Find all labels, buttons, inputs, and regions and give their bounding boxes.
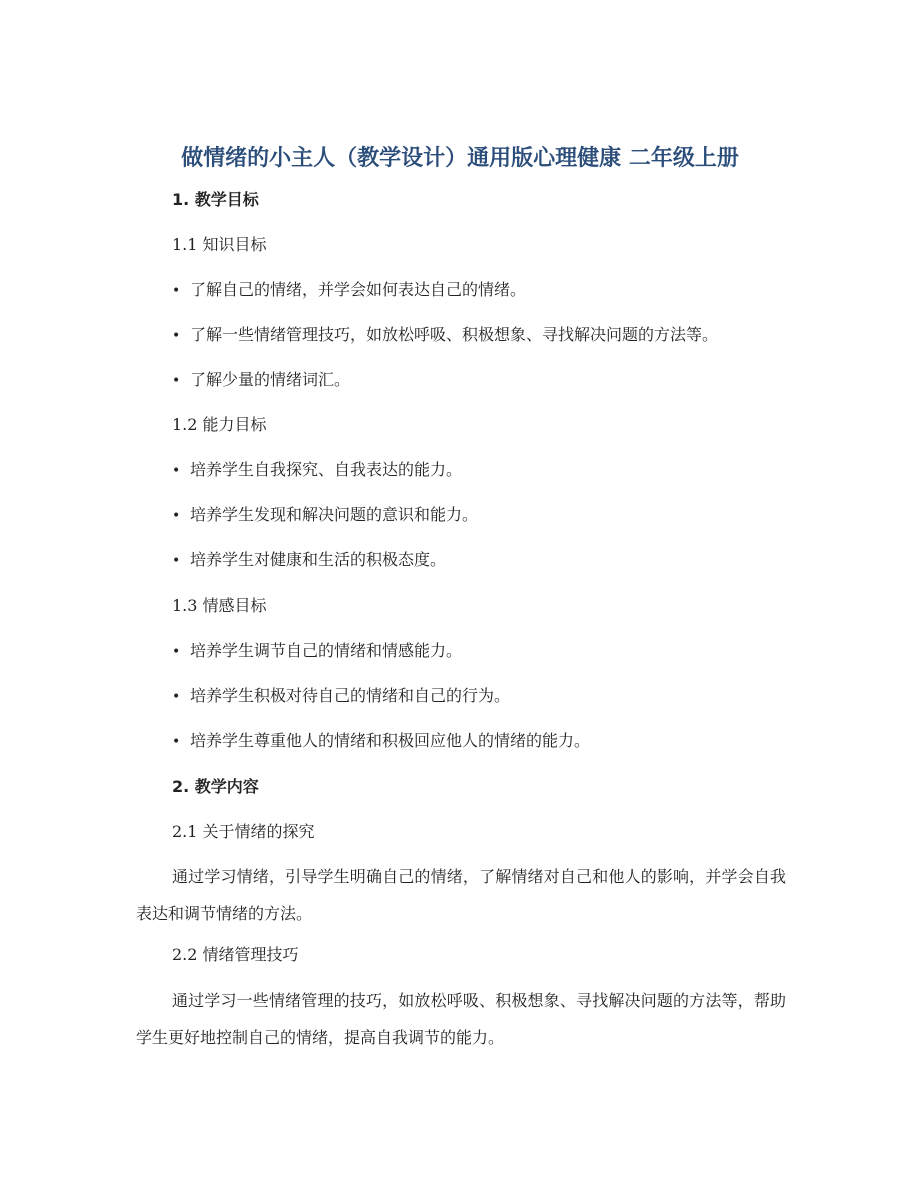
list-item xyxy=(172,274,832,307)
bullet-icon: • xyxy=(172,734,181,750)
list-item xyxy=(172,635,832,668)
subsection-1-2-heading: 1.2 能力目标 xyxy=(172,415,267,434)
bullet-icon: • xyxy=(172,553,181,569)
subsection-1-1-heading: 1.1 知识目标 xyxy=(172,235,267,254)
list-item-text: 了解一些情绪管理技巧，如放松呼吸、积极想象、寻找解决问题的方法等。 xyxy=(190,325,719,344)
list-item-text: 培养学生尊重他人的情绪和积极回应他人的情绪的能力。 xyxy=(190,731,591,750)
section-1-heading: 1. 教学目标 xyxy=(172,190,259,209)
list-item xyxy=(172,544,832,577)
list-item-text: 培养学生积极对待自己的情绪和自己的行为。 xyxy=(190,686,511,705)
list-item xyxy=(172,364,832,397)
section-2-heading: 2. 教学内容 xyxy=(172,777,259,796)
list-item xyxy=(172,499,832,532)
bullet-icon: • xyxy=(172,463,181,479)
list-item-text: 培养学生对健康和生活的积极态度。 xyxy=(190,550,447,569)
bullet-icon: • xyxy=(172,508,181,524)
list-item xyxy=(172,680,832,713)
bullet-icon: • xyxy=(172,644,181,660)
bullet-icon: • xyxy=(172,373,181,389)
subsection-2-1-heading: 2.1 关于情绪的探究 xyxy=(172,822,315,841)
list-item-text: 了解少量的情绪词汇。 xyxy=(190,370,351,389)
bullet-icon: • xyxy=(172,283,181,299)
subsection-2-2-heading: 2.2 情绪管理技巧 xyxy=(172,945,299,964)
list-item-text: 培养学生调节自己的情绪和情感能力。 xyxy=(190,641,463,660)
subsection-1-3-heading: 1.3 情感目标 xyxy=(172,596,267,615)
bullet-icon: • xyxy=(172,689,181,705)
list-item-text: 了解自己的情绪，并学会如何表达自己的情绪。 xyxy=(190,280,527,299)
document-title: 做情绪的小主人（教学设计）通用版心理健康 二年级上册 xyxy=(181,146,739,171)
paragraph-2-1: 通过学习情绪，引导学生明确自己的情绪，了解情绪对自己和他人的影响，并学会自我表达和调节情绪的方法。 xyxy=(136,867,786,923)
list-item xyxy=(172,319,832,352)
bullet-icon: • xyxy=(172,328,181,344)
list-item xyxy=(172,454,832,487)
list-item-text: 培养学生自我探究、自我表达的能力。 xyxy=(190,460,463,479)
paragraph-2-2: 通过学习一些情绪管理的技巧，如放松呼吸、积极想象、寻找解决问题的方法等，帮助学生更好地控制自己的情绪，提高自我调节的能力。 xyxy=(136,991,786,1047)
list-item-text: 培养学生发现和解决问题的意识和能力。 xyxy=(190,505,479,524)
list-item xyxy=(172,725,832,758)
